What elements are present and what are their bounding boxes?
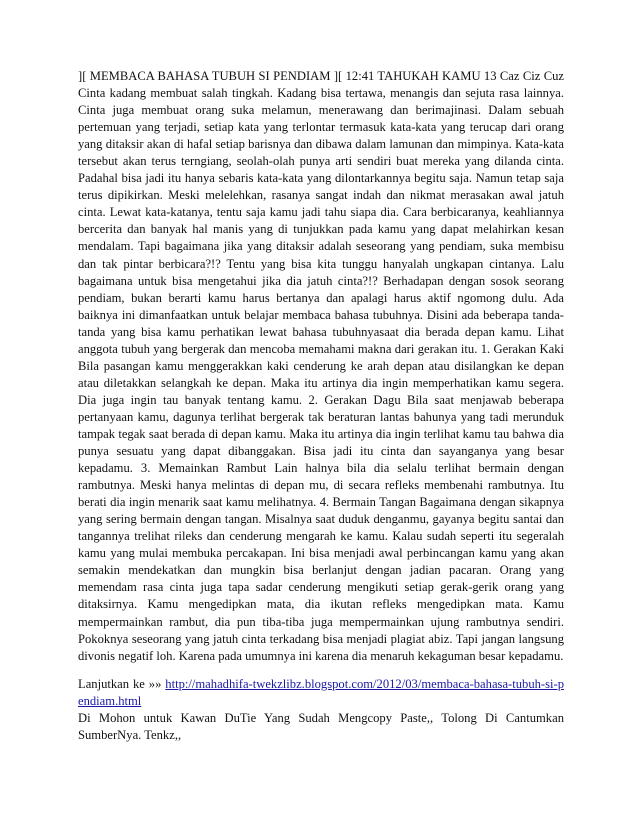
paragraph-gap — [78, 665, 564, 676]
source-link[interactable]: http://mahadhifa-twekzlibz.blogspot.com/2012/03/membaca-bahasa-tubuh-si-pendiam.html — [78, 676, 564, 708]
continue-prefix: Lanjutkan ke »» — [78, 676, 166, 691]
footer-note: Di Mohon untuk Kawan DuTie Yang Sudah Mengcopy Paste,, Tolong Di Cantumkan SumberNya. Tenkz,, — [78, 710, 564, 742]
article-body: ][ MEMBACA BAHASA TUBUH SI PENDIAM ][ 12:41 TAHUKAH KAMU 13 Caz Ciz Cuz Cinta kadang membuat salah tingkah. Kadang bisa tertawa, menangis dan sejuta rasa lainnya. Cinta juga membuat orang suka melamun, menerawang dan berimajinasi. Dalam sebuah pertemuan yang terjadi, setiap kata yang terlontar termasuk kata-kata yang terucap dari orang yang ditaksir akan di hafal setiap barisnya dan dibawa dalam lamunan dan mimpinya. Kata-kata tersebut akan terus terngiang, seolah-olah punya arti sendiri buat mereka yang dilanda cinta. Padahal bisa jadi itu hanya sebaris kata-kata yang dilontarkannya begitu saja. Namun tetap saja terus dipikirkan. Meski melelehkan, rasanya sangat indah dan nikmat merasakan awal jatuh cinta. Lewat kata-katanya, tentu saja kamu jadi tahu siapa dia. Cara berbicaranya, keahliannya bercerita dan banyak hal manis yang di tunjukkan pada kamu yang dapat melahirkan kesan mendalam. Tapi bagaimana jika yang ditaksir adalah seseorang yang pendiam, suka membisu dan tak pintar berbicara?!? Tentu yang bisa kita tunggu hanyalah ungkapan cintanya. Lalu bagaimana untuk bisa mengetahui jika dia jatuh cinta?!? Berhadapan dengan sosok seorang pendiam, bukan berarti kamu harus bertanya dan apalagi harus aktif ngomong dulu. Ada baiknya ini dimanfaatkan untuk belajar membaca bahasa tubuhnya. Disini ada beberapa tanda-tanda yang bisa kamu perhatikan lewat bahasa tubuhnyasaat dia berada depan kamu. Lihat anggota tubuh yang bergerak dan mencoba memahami makna dari gerakan itu. 1. Gerakan Kaki Bila pasangan kamu menggerakkan kaki cenderung ke arah depan atau disilangkan ke depan atau diletakkan selangkah ke depan. Maka itu artinya dia ingin memperhatikan kamu segera. Dia juga ingin tau banyak tentang kamu. 2. Gerakan Dagu Bila saat menjawab beberapa pertanyaan kamu, dagunya terlihat bergerak tak beraturan lantas bahunya yang tadi merunduk tampak tegak saat berada di depan kamu. Maka itu artinya dia ingin terlihat kamu tau bahwa dia punya sesuatu yang dapat dibanggakan. Bisa jadi itu cinta dan sayanganya yang besar kepadamu. 3. Memainkan Rambut Lain halnya bila dia selalu terlihat bermain dengan rambutnya. Meski hanya melintas di depan mu, di secara refleks membenahi rambutnya. Itu berati dia ingin menarik saat kamu melihatnya. 4. Bermain Tangan Bagaimana dengan sikapnya yang sering bermain dengan tangan. Misalnya saat duduk denganmu, gayanya begitu santai dan tangannya trelihat rileks dan cenderung mengarah ke kamu. Kalau sudah seperti itu segeralah kamu yang mulai membuka percakapan. Ini bisa menjadi awal perbincangan kamu yang akan semakin mendekatkan dan mungkin bisa berlanjut dengan jadian pacaran. Orang yang memendam rasa cinta juga tapa sadar cenderung mengikuti setiap gerak-gerik orang yang ditaksirnya. Kamu mengedipkan mata, dia ikutan refleks mengedipkan mata. Kamu mempermainkan rambut, dia pun tiba-tiba juga mempermainkan ujung rambutnya sendiri. Pokoknya seseorang yang jatuh cinta terkadang bisa menjadi plagiat abiz. Tapi jangan langsung divonis negatif loh. Karena pada umumnya ini karena dia menaruh kekaguman besar kepadamu. — [78, 69, 564, 663]
document-page — [78, 68, 564, 744]
continue-paragraph — [78, 676, 564, 710]
